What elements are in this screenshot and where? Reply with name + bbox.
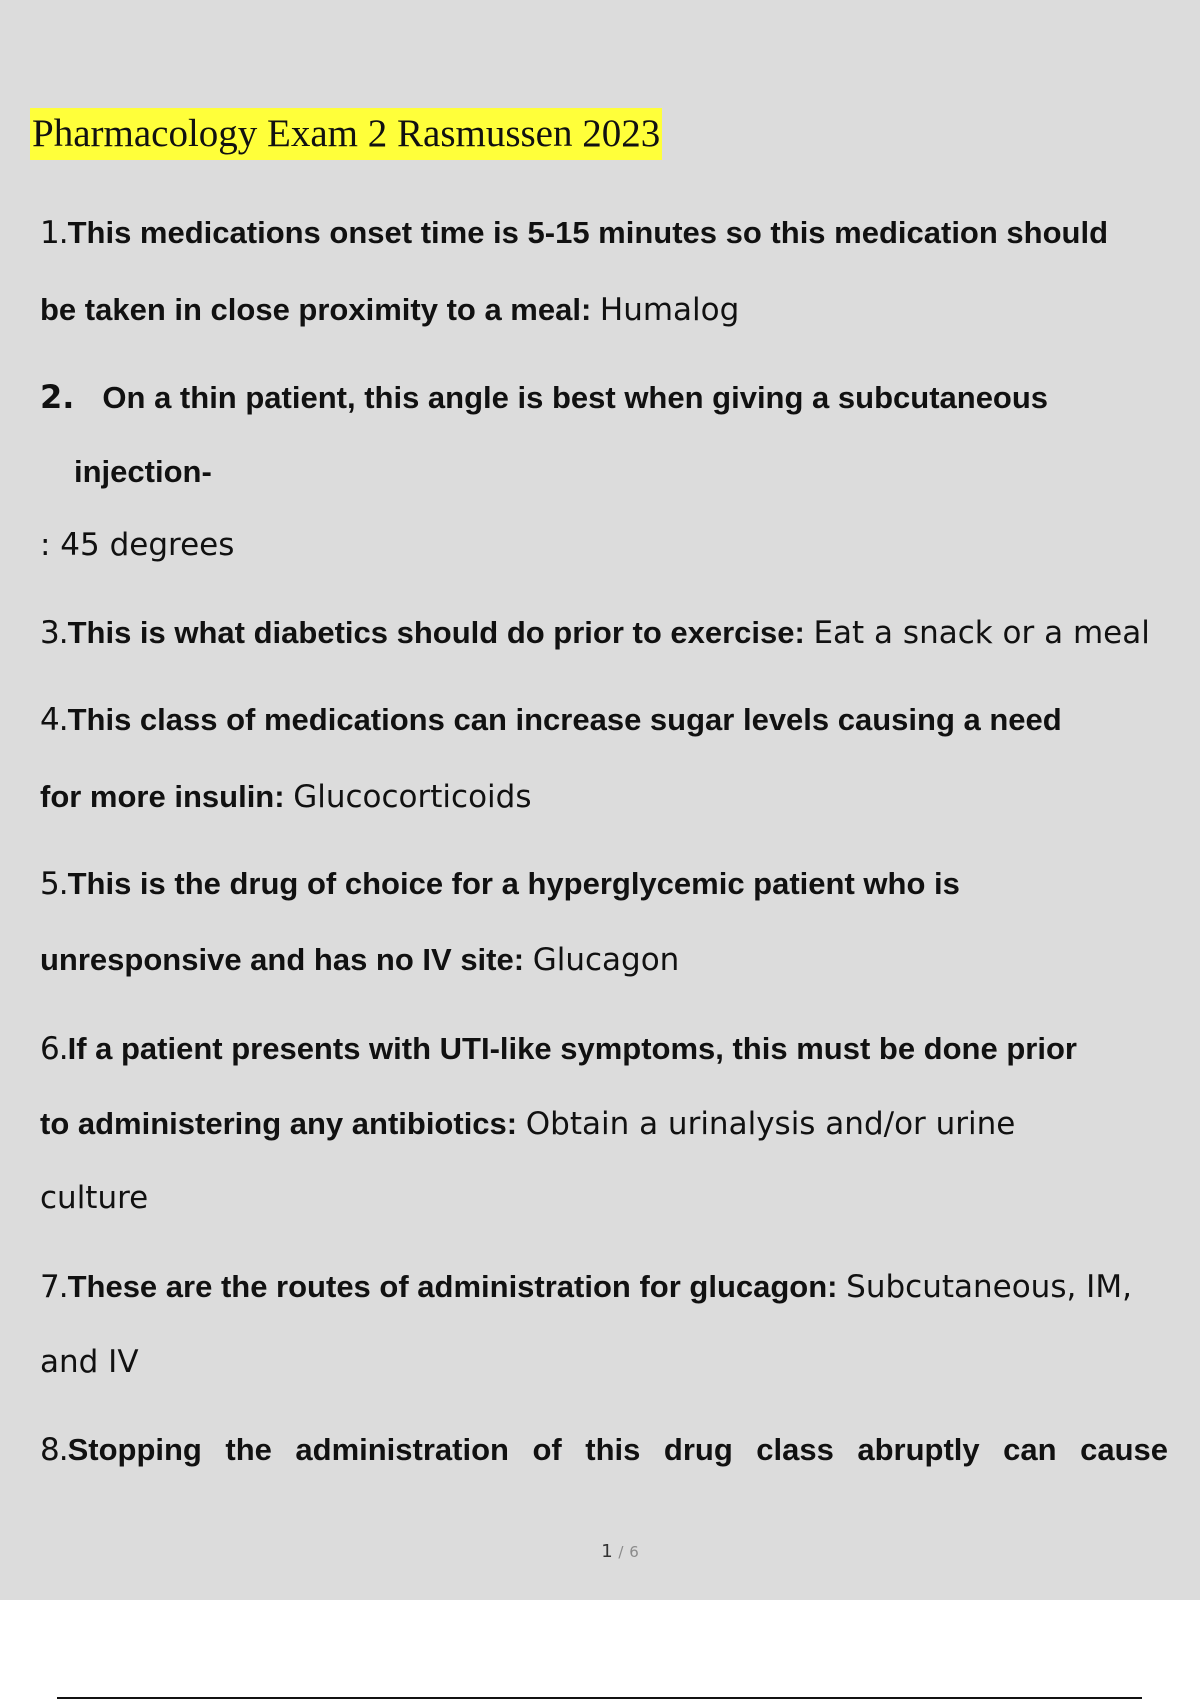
question-answer: and IV xyxy=(40,1344,139,1380)
question-text: On a thin patient, this angle is best when giving a subcutaneous xyxy=(102,380,1049,415)
question-number: 8. xyxy=(40,1432,68,1468)
question-6-line-2 xyxy=(40,1104,1015,1144)
question-number: 5. xyxy=(40,866,68,902)
document-title: Pharmacology Exam 2 Rasmussen 2023 xyxy=(30,108,662,160)
question-6-line-3 xyxy=(40,1178,148,1218)
question-4-line-1 xyxy=(40,700,1062,740)
question-text: be taken in close proximity to a meal: xyxy=(40,292,592,327)
question-5-line-2 xyxy=(40,940,679,980)
question-text: to administering any antibiotics: xyxy=(40,1106,518,1141)
question-number: 7. xyxy=(40,1269,68,1305)
question-answer: Obtain a urinalysis and/or urine xyxy=(525,1106,1016,1142)
question-1-line-2 xyxy=(40,290,739,330)
question-2-line-2 xyxy=(74,452,212,492)
question-text: This is the drug of choice for a hyperglycemic patient who is xyxy=(67,866,960,901)
question-text: If a patient presents with UTI-like symptoms, this must be done prior xyxy=(67,1031,1077,1066)
question-1-line-1 xyxy=(40,213,1108,253)
question-answer: Glucagon xyxy=(532,942,680,978)
question-text: This class of medications can increase sugar levels causing a need xyxy=(67,702,1062,737)
question-2-answer-line xyxy=(40,525,234,565)
question-answer: Humalog xyxy=(599,292,740,328)
page-separator: / xyxy=(618,1543,624,1561)
question-answer: Eat a snack or a meal xyxy=(813,615,1150,651)
question-number: 6. xyxy=(40,1031,68,1067)
question-text: injection- xyxy=(74,454,212,489)
question-number: 1. xyxy=(40,215,68,251)
question-text: This is what diabetics should do prior to exercise: xyxy=(67,615,805,650)
page-indicator xyxy=(0,1541,1200,1562)
page-current: 1 xyxy=(601,1541,613,1562)
question-number: 3. xyxy=(40,615,68,651)
question-7-line-2 xyxy=(40,1342,139,1382)
question-7-line-1 xyxy=(40,1267,1132,1307)
question-answer: Glucocorticoids xyxy=(293,779,532,815)
question-number: 4. xyxy=(40,702,68,738)
question-answer: Subcutaneous, IM, xyxy=(846,1269,1132,1305)
next-page-top-rule xyxy=(57,1697,1142,1699)
question-text: These are the routes of administration for glucagon: xyxy=(67,1269,838,1304)
question-5-line-1 xyxy=(40,864,960,904)
question-answer: culture xyxy=(40,1180,149,1216)
question-text: This medications onset time is 5-15 minutes so this medication should xyxy=(67,215,1109,250)
question-4-line-2 xyxy=(40,777,531,817)
question-3-line-1 xyxy=(40,613,1150,653)
question-answer: : 45 degrees xyxy=(40,527,235,563)
question-8-line-1 xyxy=(40,1430,1168,1470)
question-number: 2. xyxy=(40,378,75,416)
page-total: 6 xyxy=(629,1543,639,1561)
question-text: Stopping the administration of this drug class abruptly can cause xyxy=(67,1432,1168,1467)
question-text: unresponsive and has no IV site: xyxy=(40,942,525,977)
question-6-line-1 xyxy=(40,1029,1077,1069)
question-2-line-1 xyxy=(40,377,1048,418)
question-text: for more insulin: xyxy=(40,779,285,814)
question-8-justified xyxy=(40,1430,1168,1470)
